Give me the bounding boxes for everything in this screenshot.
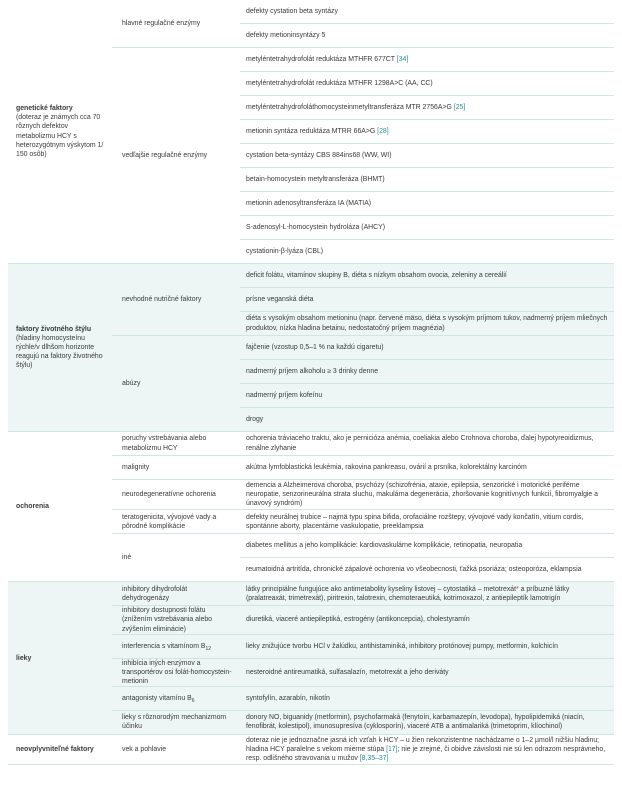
category-description: (hladiny homocysteínu rýchle/v dlhšom horizonte reagujú na faktory životného štýlu) <box>16 334 103 370</box>
item-cell <box>240 192 614 216</box>
subcategory-label: vedľajšie regulačné enzýmy <box>122 151 208 159</box>
item-cell <box>240 606 614 634</box>
item-text: defekty metioninsyntázy 5 <box>246 31 326 39</box>
category-title: neovplyvniteľné faktory <box>16 746 94 754</box>
item-text: betain-homocystein metyltransferáza (BHMT) <box>246 175 385 183</box>
table-row <box>8 432 614 456</box>
subcategory-label: antagonisty vitamínu B <box>122 694 192 702</box>
category-description: (doteraz je známych cca 70 rôznych defektov metabolizmu HCY s heterozygótnym výskytom 1/ 150 osôb) <box>16 114 104 158</box>
table-row <box>8 582 614 606</box>
subscript: 6 <box>191 697 195 704</box>
subcategory-label: abúzy <box>122 379 141 387</box>
subcategory-label: hlavné regulačné enzýmy <box>122 19 201 27</box>
item-cell <box>240 168 614 192</box>
subcategory-label: poruchy vstrebávania alebo metabolizmu HCY <box>122 435 207 452</box>
item-text: nadmerný príjem kofeínu <box>246 391 323 399</box>
item-cell <box>240 510 614 534</box>
item-text: prísne veganská diéta <box>246 295 314 303</box>
item-text: defekty cystation beta syntázy <box>246 7 338 15</box>
subcategory-cell <box>112 686 240 710</box>
item-cell <box>240 120 614 144</box>
item-text: demencia a Alzheimerova choroba, psychózy (schizofrénia, ataxie, epilepsia, senzorické i motorické periférne neuropatie, senzorineurálna strata sluchu, makulárna degenerácia, zhoršovanie kognitívnych funkcií, fibromyalgie a únavový syndróm) <box>246 482 599 508</box>
subcategory-cell <box>112 456 240 480</box>
item-text: fajčenie (vzostup 0,5–1 % na každú cigaretu) <box>246 343 384 351</box>
table-row <box>8 734 614 764</box>
item-cell <box>240 582 614 606</box>
item-text: doteraz nie je jednoznačne jasná ich vzťah k HCY – u žien nekonzistentne nachádzame o 1–2 µmol/l nižšiu hladinu; hladina HCY paralelne s vekom mierne stúpa <box>246 736 600 754</box>
item-cell <box>240 534 614 558</box>
item-cell <box>240 0 614 24</box>
category-cell <box>8 0 112 264</box>
category-title: genetické faktory <box>16 105 73 113</box>
subcategory-cell <box>112 582 240 606</box>
item-cell <box>240 240 614 264</box>
item-text: metyléntetrahydrofolát reduktáza MTHFR 1298A>C (AA, CC) <box>246 79 433 87</box>
item-text: donory NO, biguanidy (metformin), psychofarmaká (fenytoín, karbamazepín, levodopa), hypolipidemiká (niacín, fenofibrát, kolestipol), imunosupresíva (cyklosporín), viaceré ATB a antimalariká (trimetoprim, klíochinol) <box>246 714 585 731</box>
item-text: diéta s vysokým obsahom metioninu (napr. červené mäso, diéta s vysokým príjmom tukov, nadmerný príjem mliečnych produktov, nízka hladina betainu, nedostatočný príjem magnézia) <box>246 315 608 332</box>
item-cell <box>240 384 614 408</box>
subcategory-cell <box>112 0 240 48</box>
subcategory-cell <box>112 510 240 534</box>
item-cell <box>240 408 614 432</box>
category-cell <box>8 264 112 432</box>
item-text: metyléntetrahydrofolát reduktáza MTHFR 677CT <box>246 55 397 63</box>
item-text: nadmerný príjem alkoholu ≥ 3 drinky denne <box>246 367 379 375</box>
item-text: cystation beta-syntázy CBS 884ins68 (WW, WI) <box>246 151 392 159</box>
item-text: diuretiká, viaceré antiepileptiká, estrogény (antikoncepcia), cholestyramín <box>246 616 470 624</box>
reference-link[interactable]: [28] <box>377 127 389 135</box>
reference-link[interactable]: [34] <box>396 55 409 63</box>
item-cell <box>240 734 614 764</box>
reference-link[interactable]: [17] <box>386 746 398 754</box>
subcategory-cell <box>112 48 240 264</box>
item-text: S-adenosyl-L-homocystein hydroláza (AHCY) <box>246 223 386 231</box>
subcategory-cell <box>112 658 240 686</box>
table-body <box>8 0 614 765</box>
subcategory-label: neurodegeneratívne ochorenia <box>122 491 216 499</box>
risk-factors-table <box>8 0 614 765</box>
item-text: syntofylín, azarabín, nikotín <box>246 694 330 702</box>
subcategory-label: interferencia s vitamínom B <box>122 642 206 650</box>
subcategory-label: inhibícia iných enzýmov a transportérov osi folát-homocystein-metionin <box>122 659 232 685</box>
item-text: látky principiálne fungujúce ako antimetabolity kyseliny listovej – cytostatiká – metotrexát <box>246 585 517 593</box>
item-text: drogy <box>246 415 264 423</box>
category-title: faktory životného štýlu <box>16 325 92 333</box>
item-text: deficit folátu, vitamínov skupiny B, diéta s nízkym obsahom ovocia, zeleniny a cereálií <box>246 271 507 279</box>
reference-link[interactable]: [25] <box>453 103 466 111</box>
item-cell <box>240 456 614 480</box>
subcategory-label: lieky s rôznorodým mechanizmom účinku <box>122 714 227 731</box>
table-row <box>8 0 614 24</box>
subcategory-label: vek a pohlavie <box>122 746 167 754</box>
item-cell <box>240 216 614 240</box>
item-text-continued: a príbuzné látky (pralatreaxát, trimetrexát), piritrexin, talotrexin, chemoteraeutiká, kotrimoxazol, z antiepileptík lamotrigín <box>246 585 570 602</box>
subcategory-cell <box>112 606 240 634</box>
table-row <box>8 264 614 288</box>
category-cell <box>8 432 112 582</box>
item-cell <box>240 336 614 360</box>
item-text: metionin syntáza reduktáza MTRR 66A>G <box>246 127 378 135</box>
item-cell <box>240 288 614 312</box>
subcategory-cell <box>112 336 240 432</box>
item-cell <box>240 480 614 510</box>
item-cell <box>240 432 614 456</box>
item-cell <box>240 72 614 96</box>
reference-link[interactable]: [8,35–37] <box>359 755 389 763</box>
subcategory-label: teratogenicita, vývojové vady a pôrodné komplikácie <box>122 513 217 530</box>
item-text: lieky znižujúce tvorbu HCl v žalúdku, antihistaminiká, inhibitory protónovej pumpy, metformin, kolchicín <box>246 642 558 650</box>
item-cell <box>240 48 614 72</box>
item-text: akútna lymfoblastická leukémia, rakovina pankreasu, ovárií a prsníka, kolorektálny karcinóm <box>246 463 527 471</box>
item-text: nesteroidné antireumatiká, sulfasalazín, metotrexát a jeho deriváty <box>246 668 449 676</box>
item-cell <box>240 264 614 288</box>
subcategory-cell <box>112 734 240 764</box>
item-cell <box>240 558 614 582</box>
item-text: diabetes mellitus a jeho komplikácie: kardiovaskulárne komplikácie, retinopatia, neuropatia <box>246 542 523 550</box>
subcategory-cell <box>112 534 240 582</box>
item-cell <box>240 96 614 120</box>
subcategory-label: inhibitory dostupnosti folátu (znížením vstrebávania alebo zvýšením eliminácie) <box>122 607 213 633</box>
item-cell <box>240 710 614 734</box>
subcategory-label: inhibitory dihydrofolát dehydrogenázy <box>122 585 188 602</box>
category-cell <box>8 582 112 735</box>
item-cell <box>240 144 614 168</box>
subcategory-label: iné <box>122 554 132 562</box>
item-cell <box>240 686 614 710</box>
subcategory-cell <box>112 264 240 336</box>
item-text: cystationin-β-lyáza (CBL) <box>246 247 324 255</box>
subcategory-label: malignity <box>122 463 150 471</box>
subcategory-cell <box>112 634 240 658</box>
item-cell <box>240 312 614 336</box>
subcategory-label: nevhodné nutričné faktory <box>122 295 202 303</box>
item-text-continued: ; nie je zrejmé, či obidve závislosti nie sú len odrazom nesprávneho, resp. odlišného stravovania u mužov <box>246 746 606 763</box>
subcategory-cell <box>112 480 240 510</box>
item-cell <box>240 634 614 658</box>
category-title: lieky <box>16 654 32 662</box>
item-text: metionin adenosyltransferáza IA (MATIA) <box>246 199 372 207</box>
item-cell <box>240 24 614 48</box>
subcategory-cell <box>112 710 240 734</box>
item-cell <box>240 360 614 384</box>
item-cell <box>240 658 614 686</box>
footnote-asterisk: * <box>516 585 519 593</box>
item-text: ochorenia tráviaceho traktu, ako je pernicióza anémia, coeliakia alebo Crohnova choroba, ďalej hypotyreoidizmus, renálne zlyhanie <box>246 435 594 452</box>
subcategory-cell <box>112 432 240 456</box>
category-cell <box>8 734 112 764</box>
category-title: ochorenia <box>16 503 49 511</box>
subscript: 12 <box>205 645 212 652</box>
item-text: defekty neurálnej trubice – najmä typu spina bifida, orofaciálne rozštepy, vývojové vady končatín, vitium cordis, spontánne aborty, placentárne vaskulopatie, preeklampsia <box>246 513 584 530</box>
item-text: metyléntetrahydrofoláthomocysteinmetyltransferáza MTR 2756A>G <box>246 103 454 111</box>
item-text: reumatoidná artritída, chronické zápalové ochorenia vo všeobecnosti, ťažká psoriáza; osteoporóza, eklampsia <box>246 566 582 574</box>
